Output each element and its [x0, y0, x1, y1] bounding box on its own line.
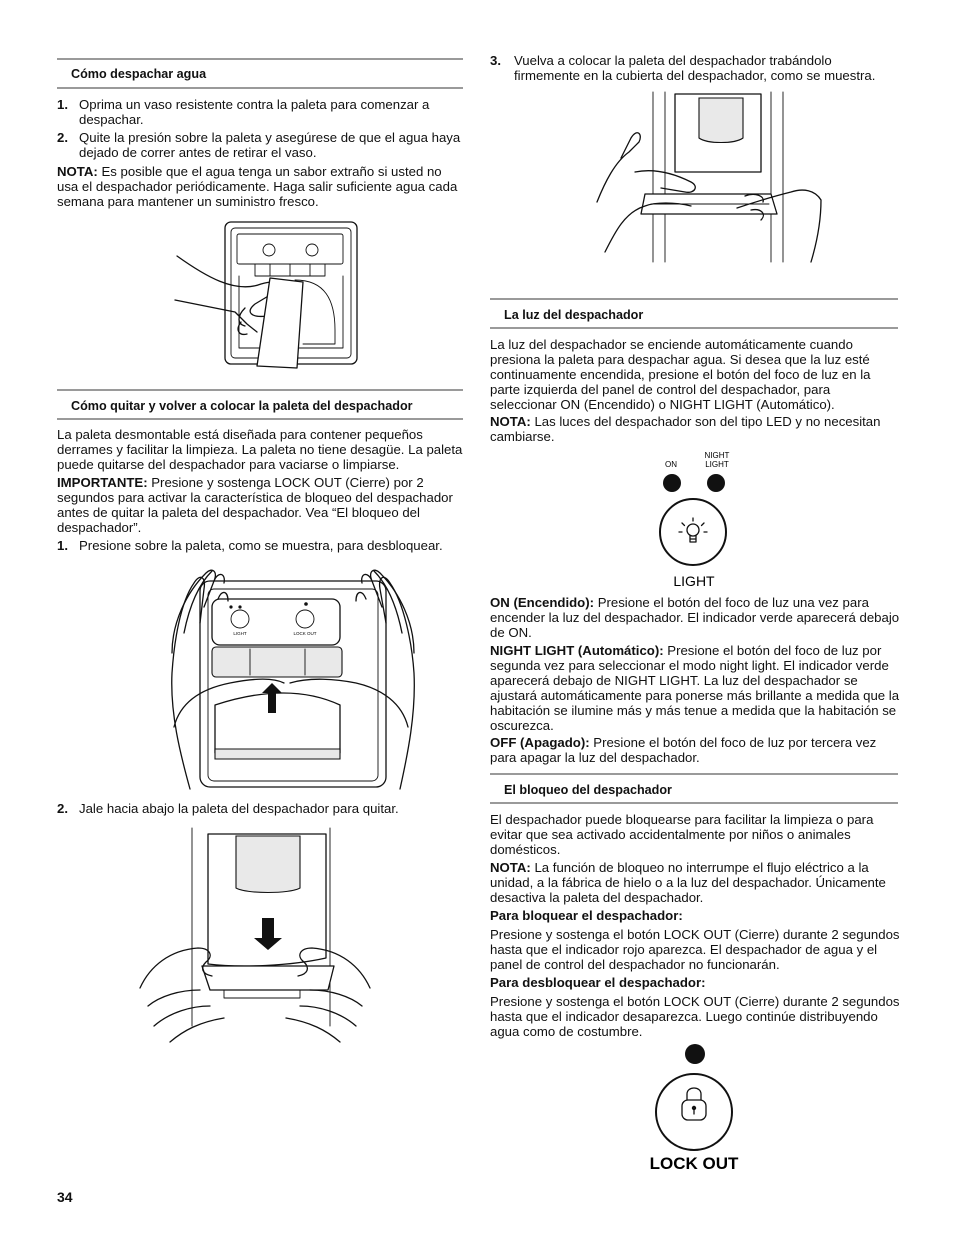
- intro-paragraph: La paleta desmontable está diseñada para contener pequeños derrames y facilitar la limpieza. La paleta no tiene desagüe. La paleta puede quitarse del despachador para vaciarse o limpiarse.: [57, 427, 463, 472]
- note-paragraph: [490, 414, 900, 444]
- on-text: Presione el botón del foco de luz una vez para encender la luz del despachador. El indicador verde aparecerá debajo de ON.: [490, 595, 900, 640]
- light-button: [660, 499, 726, 565]
- lock-icon: [682, 1088, 706, 1120]
- note-text: Las luces del despachador son del tipo LED y no necesitan cambiarse.: [490, 414, 881, 444]
- step-text: Quite la presión sobre la paleta y asegúrese de que el agua haya dejado de correr antes de retirar el vaso.: [79, 130, 461, 160]
- step-number: 1.: [57, 97, 68, 112]
- night-light-label: NIGHT LIGHT (Automático):: [490, 643, 664, 658]
- section-header-despachar-agua: [57, 58, 463, 89]
- lock-title: Para bloquear el despachador:: [490, 908, 683, 923]
- important-paragraph: [57, 475, 465, 535]
- section-title: Cómo quitar y volver a colocar la paleta del despachador: [71, 399, 413, 413]
- note-label: NOTA:: [490, 414, 531, 429]
- section-title: La luz del despachador: [504, 308, 644, 322]
- figure-pull-paddle: [140, 826, 370, 1044]
- intro-paragraph: La luz del despachador se enciende automáticamente cuando presiona la paleta para despachar agua. Si desea que la luz esté continuamente encendida, presione el botón del foco de luz en la parte izquierda del panel de control del despachador, para seleccionar ON (Encendido) o NIGHT LIGHT (Automático).: [490, 337, 871, 412]
- note-label: NOTA:: [57, 164, 98, 179]
- off-paragraph: [490, 735, 900, 765]
- step-number: 2.: [57, 130, 68, 145]
- figure-label-light: LIGHT: [233, 631, 247, 636]
- on-label: ON (Encendido):: [490, 595, 595, 610]
- step-text: Jale hacia abajo la paleta del despachador para quitar.: [79, 801, 399, 816]
- figure-press-paddle: [160, 563, 420, 795]
- section-header-luz-despachador: [490, 298, 898, 329]
- lightbulb-icon: [679, 518, 707, 542]
- section-title: Cómo despachar agua: [71, 67, 207, 81]
- important-label: IMPORTANTE:: [57, 475, 148, 490]
- off-text: Presione el botón del foco de luz por tercera vez para apagar la luz del despachador.: [490, 735, 877, 765]
- figure-reinstall-paddle: [595, 92, 825, 264]
- important-text: Presione y sostenga LOCK OUT (Cierre) por 2 segundos para activar la característica de bloqueo del despachador antes de quitar la paleta del despachador. Vea “El bloqueo del despachador”.: [57, 475, 453, 535]
- night-light-text: Presione el botón del foco de luz por segunda vez para seleccionar el modo night light. El indicador verde aparecerá debajo de NIGHT LIGHT. La luz del despachador se ajustará automáticamente para ponerse más brillante a medida que la habitación se ilumine más y más tenue a medida que la habitación se oscurezca.: [490, 643, 900, 733]
- step-number: 2.: [57, 801, 68, 816]
- figure-label-lockout: LOCK OUT: [293, 631, 317, 636]
- intro-paragraph: El despachador puede bloquearse para facilitar la limpieza o para evitar que sea activado accidentalmente por niños o animales domésticos.: [490, 812, 874, 857]
- figure-label-light: LIGHT: [673, 573, 715, 589]
- step-text: Presione sobre la paleta, como se muestra, para desbloquear.: [79, 538, 443, 553]
- figure-label-night-light: LIGHT: [705, 460, 729, 469]
- indicator-night-light: [707, 474, 725, 492]
- figure-label-on: ON: [665, 460, 677, 469]
- figure-dispense-water: [175, 220, 365, 370]
- note-text: La función de bloqueo no interrumpe el flujo eléctrico a la unidad, a la fábrica de hielo o a la luz del despachador. Únicamente desactiva la paleta del despachador.: [490, 860, 886, 905]
- step-text: Vuelva a colocar la paleta del despachador trabándolo firmemente en la cubierta del despachador, como se muestra.: [514, 53, 876, 83]
- step-number: 3.: [490, 53, 501, 68]
- figure-lockout-control: [650, 1040, 740, 1176]
- night-light-paragraph: [490, 643, 900, 733]
- step-number: 1.: [57, 538, 68, 553]
- figure-light-control: [650, 450, 740, 592]
- section-header-quitar-paleta: [57, 389, 463, 420]
- off-label: OFF (Apagado):: [490, 735, 590, 750]
- on-paragraph: [490, 595, 900, 640]
- lock-text: Presione y sostenga el botón LOCK OUT (Cierre) durante 2 segundos hasta que el indicador rojo aparezca. El despachador de agua y el panel de control del despachador no funcionarán.: [490, 927, 900, 972]
- note-label: NOTA:: [490, 860, 531, 875]
- note-paragraph: [57, 164, 465, 209]
- page-number: 34: [57, 1189, 73, 1205]
- unlock-title: Para desbloquear el despachador:: [490, 975, 706, 990]
- section-header-bloqueo-despachador: [490, 773, 898, 804]
- note-text: Es posible que el agua tenga un sabor extraño si usted no usa el despachador periódicamente. Haga salir suficiente agua cada semana para mantener un suministro fresco.: [57, 164, 458, 209]
- note-paragraph: [490, 860, 900, 905]
- section-title: El bloqueo del despachador: [504, 783, 672, 797]
- figure-label-lockout: LOCK OUT: [649, 1154, 739, 1173]
- step-text: Oprima un vaso resistente contra la paleta para comenzar a despachar.: [79, 97, 430, 127]
- figure-label-night: NIGHT: [704, 451, 730, 460]
- unlock-text: Presione y sostenga el botón LOCK OUT (Cierre) durante 2 segundos hasta que el indicador desaparezca. Luego continúe distribuyendo agua como de costumbre.: [490, 994, 900, 1039]
- indicator-lockout: [685, 1044, 705, 1064]
- indicator-on: [663, 474, 681, 492]
